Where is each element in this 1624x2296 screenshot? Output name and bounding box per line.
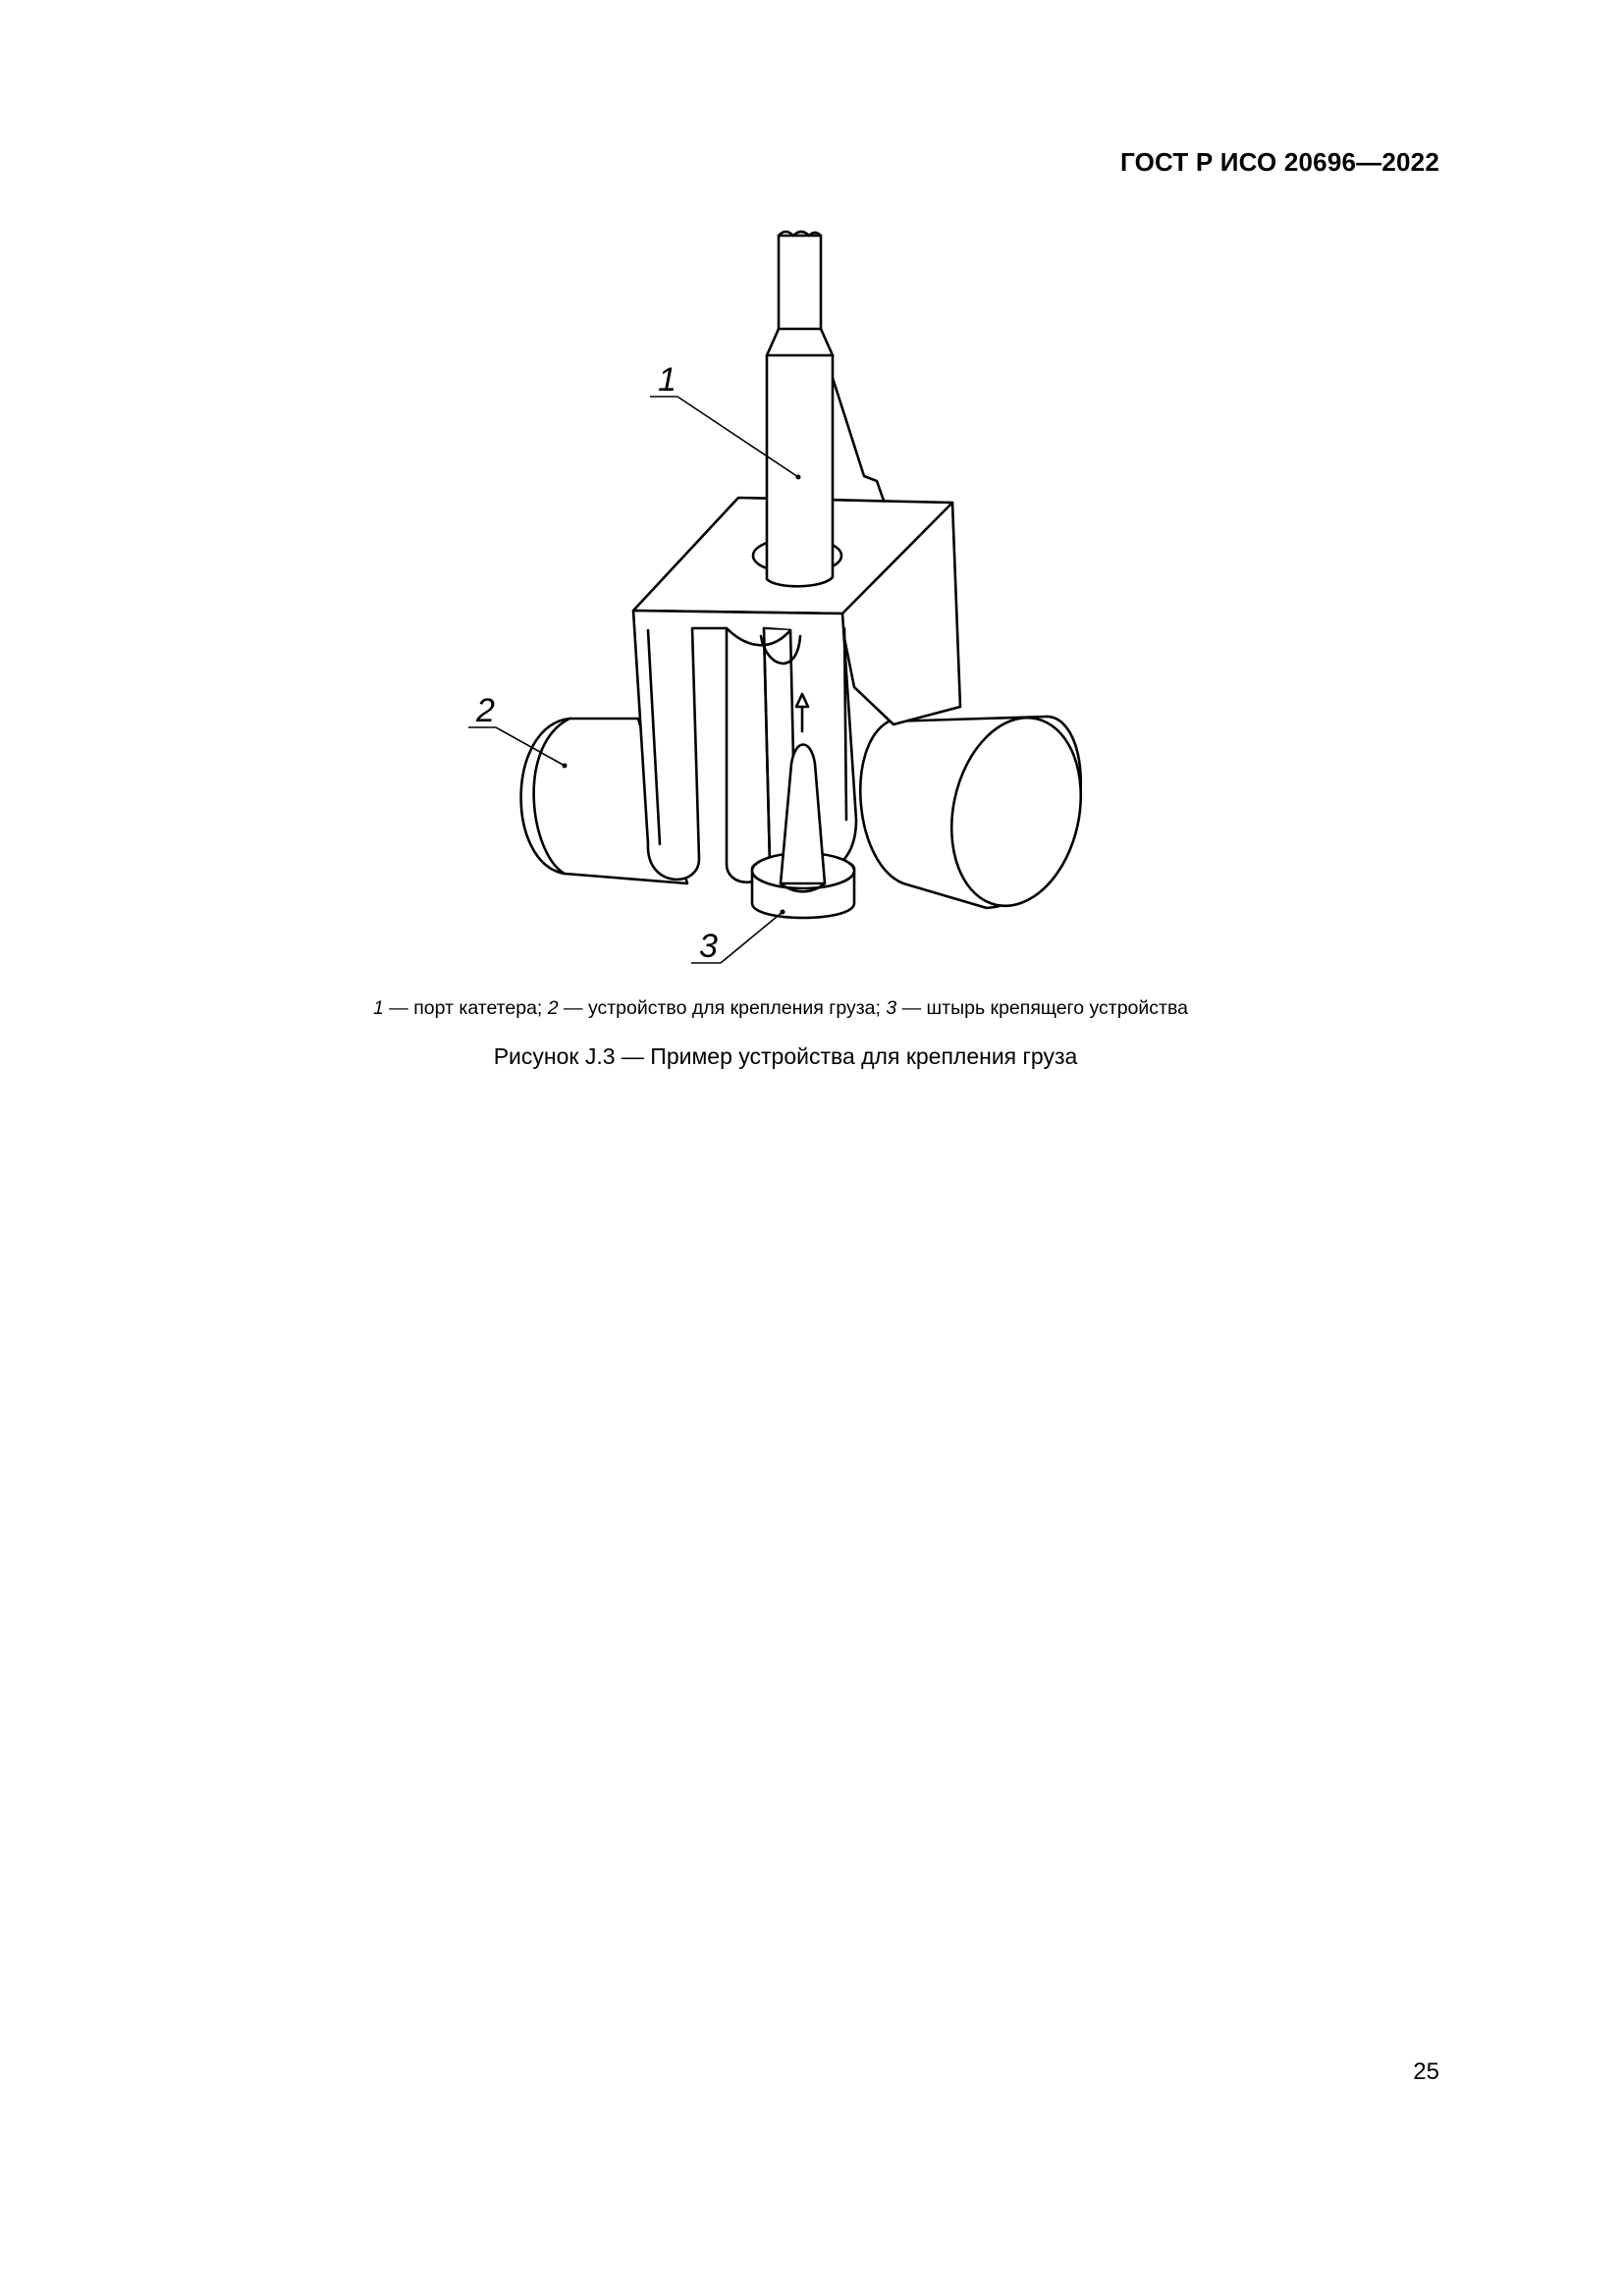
legend-number-1: 1 xyxy=(373,997,384,1019)
legend-number-3: 3 xyxy=(886,997,897,1019)
document-standard-number: ГОСТ Р ИСО 20696—2022 xyxy=(1119,147,1439,177)
legend-text-2: — устройство для крепления груза; xyxy=(558,997,887,1019)
figure-legend xyxy=(0,997,1561,1020)
weight-attachment-device-drawing xyxy=(393,206,1139,991)
callout-label-1: 1 xyxy=(658,361,677,399)
legend-number-2: 2 xyxy=(547,997,559,1019)
callout-label-3: 3 xyxy=(699,928,718,965)
page-number: 25 xyxy=(1413,2058,1439,2085)
legend-text-1: — порт катетера; xyxy=(383,997,548,1019)
legend-text-3: — штырь крепящего устройства xyxy=(896,997,1188,1019)
figure-caption: Рисунок J.3 — Пример устройства для крепления груза xyxy=(493,1043,1078,1069)
callout-label-2: 2 xyxy=(476,692,495,729)
